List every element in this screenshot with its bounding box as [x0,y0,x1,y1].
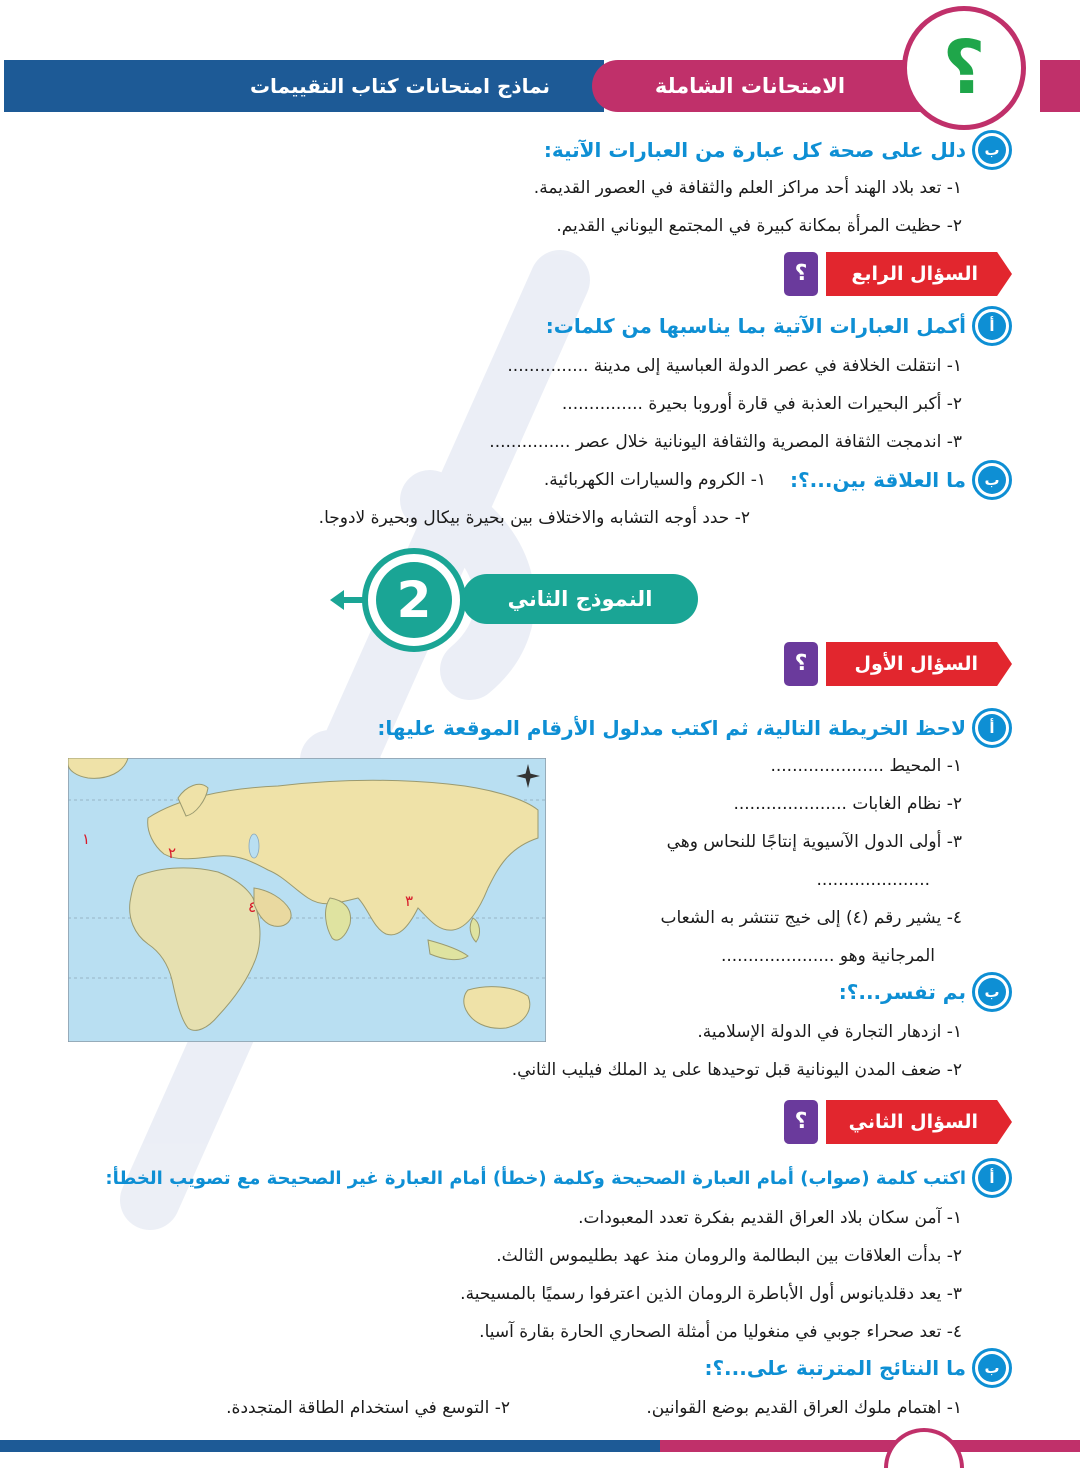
world-map [68,758,546,1042]
list-item: ٣- يعد دقلديانوس أول الأباطرة الرومان الذين اعترفوا رسميًا بالمسيحية. [460,1284,962,1304]
badge-a-icon: أ [972,1158,1012,1198]
list-item: ..................... [816,870,930,890]
question-mark-icon: ؟ [784,252,818,296]
list-item: ١- انتقلت الخلافة في عصر الدولة العباسية إلى مدينة ............... [507,356,962,376]
footer-circle [884,1428,964,1468]
list-item: ٢- حظيت المرأة بمكانة كبيرة في المجتمع اليوناني القديم. [556,216,962,236]
question-label: السؤال الأول [854,653,978,675]
subquestion-a-heading [105,1158,1012,1198]
model-number: 2 [376,562,452,638]
subquestion-a-heading [377,708,1012,748]
list-item: ٣- أولى الدول الآسيوية إنتاجًا للنحاس وهي [666,832,962,852]
subquestion-title: لاحظ الخريطة التالية، ثم اكتب مدلول الأرقام الموقعة عليها: [377,716,966,740]
list-item: ٣- اندمجت الثقافة المصرية والثقافة اليونانية خلال عصر ............... [489,432,962,452]
list-item: ٢- نظام الغابات ..................... [733,794,962,814]
list-item: ١- تعد بلاد الهند أحد مراكز العلم والثقافة في العصور القديمة. [533,178,962,198]
subquestion-title: ما النتائج المترتبة على...؟: [704,1356,966,1380]
question-mark-icon: ؟ [784,642,818,686]
badge-a-icon: أ [972,708,1012,748]
list-item: ٢- حدد أوجه التشابه والاختلاف بين بحيرة بيكال وبحيرة لادوجا. [318,508,750,528]
question-4-header [784,252,1012,296]
subquestion-title: بم تفسر...؟: [838,980,966,1004]
subquestion-b-heading [544,460,1012,500]
list-item: ١- ازدهار التجارة في الدولة الإسلامية. [697,1022,962,1042]
header-pink-edge [1040,60,1080,112]
question-mark-icon: ؟ [784,1100,818,1144]
list-item: ٢- بدأت العلاقات بين البطالمة والرومان منذ عهد بطليموس الثالث. [496,1246,962,1266]
badge-b-icon: ب [972,1348,1012,1388]
subquestion-b-heading [839,972,1012,1012]
list-item: ٢- ضعف المدن اليونانية قبل توحيدها على يد الملك فيليب الثاني. [511,1060,962,1080]
model-title: النموذج الثاني [462,574,698,624]
list-item: ٢- التوسع في استخدام الطاقة المتجددة. [226,1398,510,1418]
map-label-2: ٢ [167,844,176,862]
map-label-4: ٤ [247,898,256,916]
badge-b-icon: ب [972,460,1012,500]
list-item: ١- الكروم والسيارات الكهربائية. [543,470,767,490]
header-book-title: نماذج امتحانات كتاب التقييمات [249,74,551,98]
question-2-header [784,1100,1012,1144]
map-label-3: ٣ [404,892,413,910]
list-item: ١- اهتمام ملوك العراق القديم بوضع القوانين. [646,1398,962,1418]
badge-a-icon: أ [972,306,1012,346]
subquestion-title: ما العلاقة بين...؟: [790,468,966,492]
badge-b-icon: ب [972,130,1012,170]
map-label-1: ١ [81,830,90,848]
question-1-header [784,642,1012,686]
subquestion-title: أكمل العبارات الآتية بما يناسبها من كلمات: [545,314,966,338]
list-item: ١- آمن سكان بلاد العراق القديم بفكرة تعدد المعبودات. [578,1208,962,1228]
subquestion-b-heading [544,130,1012,170]
list-item: ٤- تعد صحراء جوبي في منغوليا من أمثلة الصحاري الحارة بقارة آسيا. [479,1322,962,1342]
list-item: ٤- يشير رقم (٤) إلى خيج تنتشر به الشعاب [660,908,962,928]
header-section-title: الامتحانات الشاملة [654,74,846,98]
list-item: ٢- أكبر البحيرات العذبة في قارة أوروبا بحيرة ............... [561,394,962,414]
question-label: السؤال الثاني [848,1111,978,1133]
footer-pink-bar [660,1440,1080,1452]
question-mark-icon: ؟ [942,25,986,111]
list-item: ١- المحيط ..................... [770,756,962,776]
list-item: المرجانية وهو ..................... [720,946,935,966]
subquestion-title: اكتب كلمة (صواب) أمام العبارة الصحيحة وكلمة (خطأ) أمام العبارة غير الصحيحة مع تصويب الخطأ: [105,1167,966,1189]
subquestion-a-heading [546,306,1012,346]
subquestion-b-heading [704,1348,1012,1388]
footer-blue-bar [0,1440,680,1452]
subquestion-title: دلل على صحة كل عبارة من العبارات الآتية: [543,138,966,162]
question-label: السؤال الرابع [851,263,978,285]
badge-b-icon: ب [972,972,1012,1012]
